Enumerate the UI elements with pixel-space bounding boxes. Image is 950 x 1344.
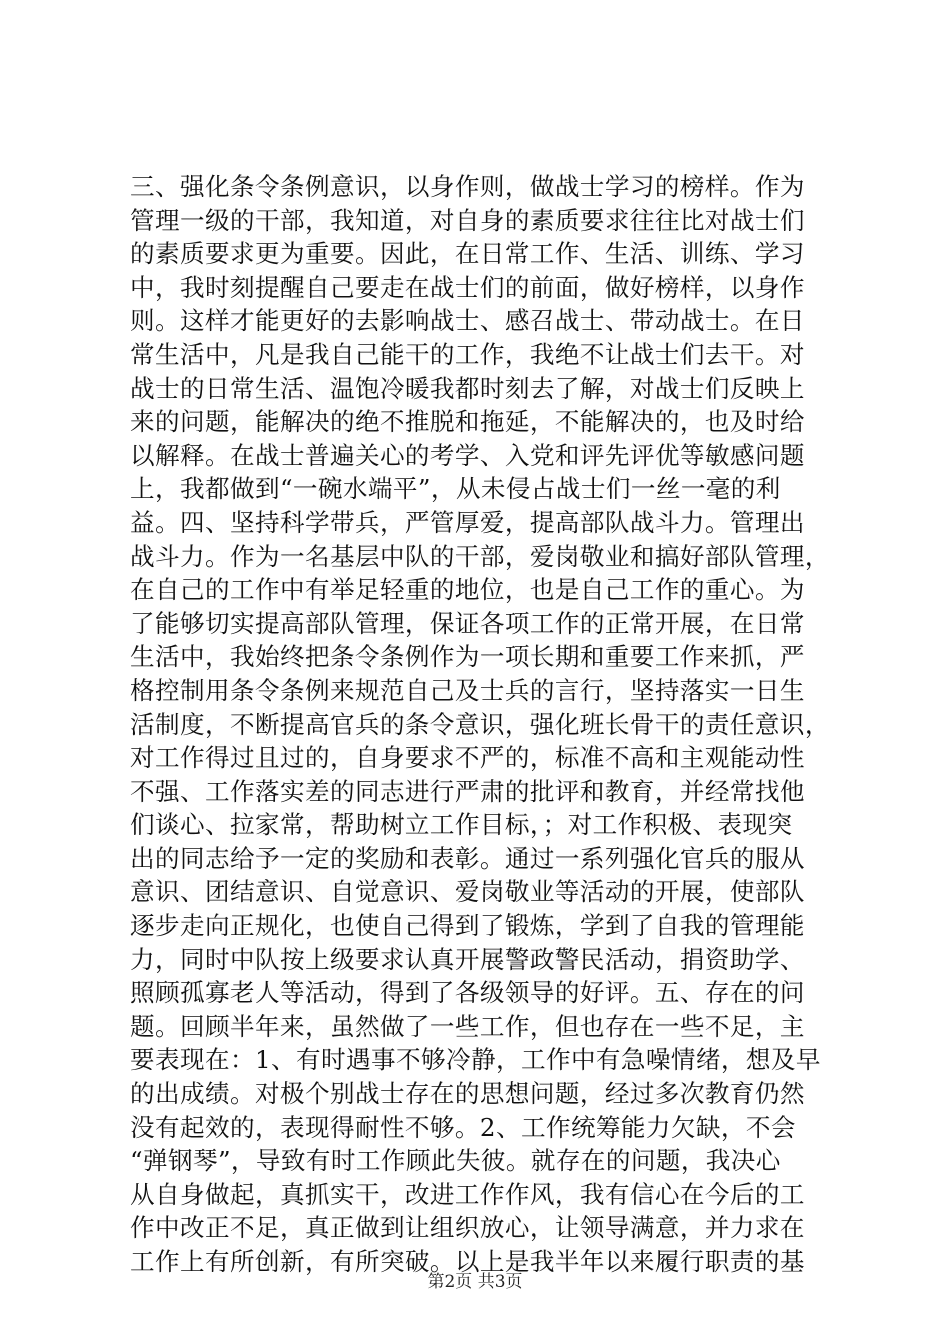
text-line: 在自己的工作中有举足轻重的地位，也是自己工作的重心。为 <box>130 575 805 605</box>
text-line: 格控制用条令条例来规范自己及士兵的言行，坚持落实一日生 <box>130 675 805 705</box>
text-line: 题。回顾半年来，虽然做了一些工作，但也存在一些不足，主 <box>130 1011 805 1041</box>
text-line: 工作上有所创新，有所突破。以上是我半年以来履行职责的基 <box>130 1247 805 1276</box>
text-line: 益。四、坚持科学带兵，严管厚爱，提高部队战斗力。管理出 <box>130 507 805 537</box>
text-line: 力，同时中队按上级要求认真开展警政警民活动，捐资助学、 <box>130 944 805 974</box>
text-line: 意识、团结意识、自觉意识、爱岗敬业等活动的开展，使部队 <box>130 877 805 907</box>
text-line: 没有起效的，表现得耐性不够。2、工作统筹能力欠缺，不会 <box>130 1112 796 1142</box>
text-line: “弹钢琴”，导致有时工作顾此失彼。就存在的问题，我决心 <box>130 1146 781 1176</box>
text-line: 从自身做起，真抓实干，改进工作作风，我有信心在今后的工 <box>130 1179 805 1209</box>
text-line: 照顾孤寡老人等活动，得到了各级领导的好评。五、存在的问 <box>130 978 805 1008</box>
text-line: 出的同志给予一定的奖励和表彰。通过一系列强化官兵的服从 <box>130 843 805 873</box>
text-line: 不强、工作落实差的同志进行严肃的批评和教育，并经常找他 <box>130 776 805 806</box>
text-line: 中，我时刻提醒自己要走在战士们的前面，做好榜样，以身作 <box>130 272 805 302</box>
text-line: 对工作得过且过的，自身要求不严的，标准不高和主观能动性 <box>130 743 805 773</box>
text-line: 管理一级的干部，我知道，对自身的素质要求往往比对战士们 <box>130 205 805 235</box>
text-line: 则。这样才能更好的去影响战士、感召战士、带动战士。在日 <box>130 306 805 336</box>
text-line: 作中改正不足，真正做到让组织放心，让领导满意，并力求在 <box>130 1213 805 1243</box>
text-line: 要表现在：1、有时遇事不够冷静，工作中有急噪情绪，想及早 <box>130 1045 821 1075</box>
text-line: 上，我都做到“一碗水端平”，从未侵占战士们一丝一毫的利 <box>130 474 781 504</box>
text-line: 战士的日常生活、温饱冷暖我都时刻去了解，对战士们反映上 <box>130 373 805 403</box>
text-line: 的出成绩。对极个别战士存在的思想问题，经过多次教育仍然 <box>130 1079 805 1109</box>
text-line: 活制度，不断提高官兵的条令意识，强化班长骨干的责任意识， <box>130 709 830 739</box>
text-line: 生活中，我始终把条令条例作为一项长期和重要工作来抓，严 <box>130 642 805 672</box>
text-line: 以解释。在战士普遍关心的考学、入党和评先评优等敏感问题 <box>130 440 805 470</box>
text-line: 们谈心、拉家常，帮助树立工作目标，；对工作积极、表现突 <box>130 810 793 840</box>
text-line: 来的问题，能解决的绝不推脱和拖延，不能解决的，也及时给 <box>130 407 805 437</box>
text-line: 了能够切实提高部队管理，保证各项工作的正常开展，在日常 <box>130 608 805 638</box>
text-line: 的素质要求更为重要。因此，在日常工作、生活、训练、学习 <box>130 239 805 269</box>
text-line: 逐步走向正规化，也使自己得到了锻炼，学到了自我的管理能 <box>130 911 805 941</box>
text-line: 战斗力。作为一名基层中队的干部，爱岗敬业和搞好部队管理， <box>130 541 830 571</box>
text-line: 三、强化条令条例意识，以身作则，做战士学习的榜样。作为 <box>130 172 805 201</box>
body-text <box>130 170 830 1279</box>
page-footer: 第2页 共3页 <box>427 1272 523 1292</box>
text-line: 常生活中，凡是我自己能干的工作，我绝不让战士们去干。对 <box>130 339 805 369</box>
